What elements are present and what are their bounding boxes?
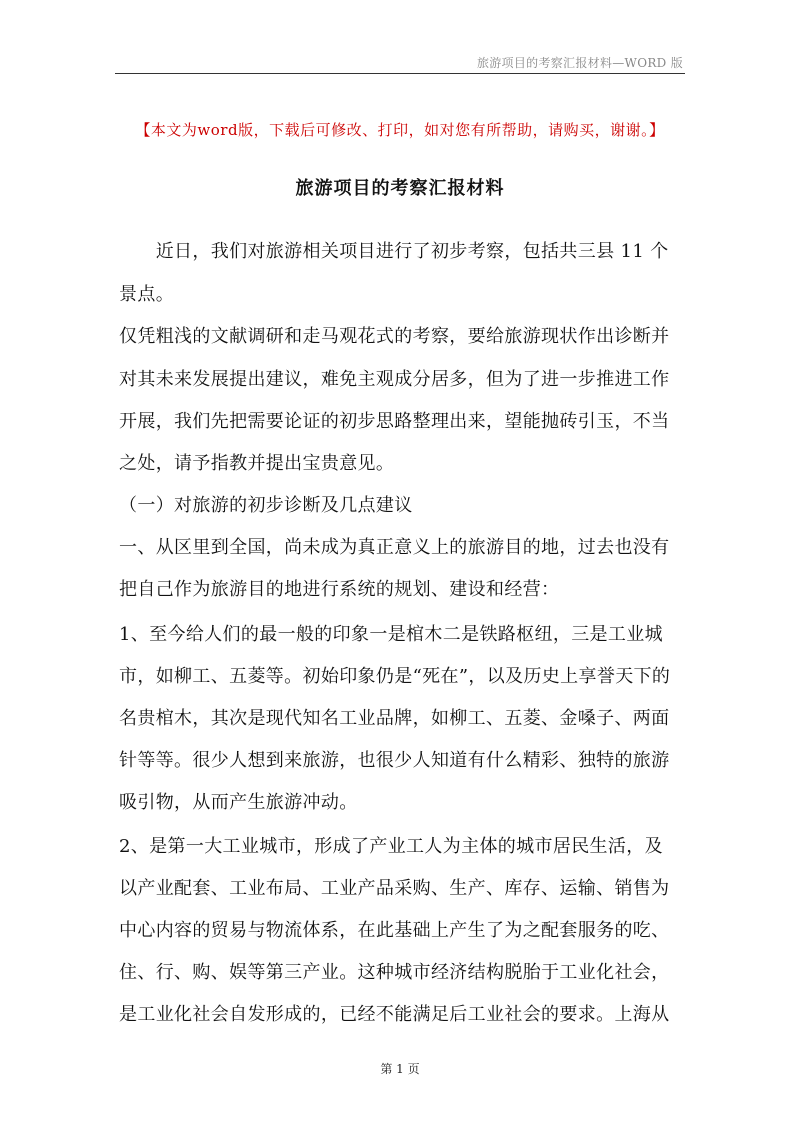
body-line: 之处，请予指教并提出宝贵意见。 — [119, 453, 395, 474]
body-line: 1、至今给人们的最一般的印象一是棺木二是铁路枢纽，三是工业城 — [119, 624, 663, 645]
body-line: 针等等。很少人想到来旅游，也很少人知道有什么精彩、独特的旅游 — [119, 750, 670, 771]
body-line: 一、从区里到全国，尚未成为真正意义上的旅游目的地，过去也没有 — [119, 537, 670, 558]
page-number: 第 1 页 — [380, 1062, 420, 1076]
body-line: 景点。 — [119, 284, 175, 305]
download-notice: 【本文为word版，下载后可修改、打印，如对您有所帮助，请购买，谢谢。】 — [135, 121, 665, 139]
body-line: 仅凭粗浅的文献调研和走马观花式的考察，要给旅游现状作出诊断并 — [119, 326, 670, 347]
document-title: 旅游项目的考察汇报材料 — [295, 178, 505, 199]
body-line: 开展，我们先把需要论证的初步思路整理出来，望能抛砖引玉，不当 — [119, 411, 670, 432]
body-line: 近日，我们对旅游相关项目进行了初步考察，包括共三县 11 个 — [119, 241, 669, 262]
section-heading: （一）对旅游的初步诊断及几点建议 — [119, 495, 413, 516]
body-line: 中心内容的贸易与物流体系，在此基础上产生了为之配套服务的吃、 — [119, 920, 670, 941]
body-line: 吸引物，从而产生旅游冲动。 — [119, 792, 358, 813]
body-line: 市，如柳工、五菱等。初始印象仍是“死在”，以及历史上享誉天下的 — [119, 666, 671, 687]
body-line: 名贵棺木，其次是现代知名工业品牌，如柳工、五菱、金嗓子、两面 — [119, 708, 670, 729]
body-line: 对其未来发展提出建议，难免主观成分居多，但为了进一步推进工作 — [119, 369, 670, 390]
body-line: 把自己作为旅游目的地进行系统的规划、建设和经营： — [119, 579, 560, 600]
body-line: 是工业化社会自发形成的，已经不能满足后工业社会的要求。上海从 — [119, 1004, 670, 1025]
header-title: 旅游项目的考察汇报材料—WORD 版 — [476, 56, 683, 70]
body-line: 2、是第一大工业城市，形成了产业工人为主体的城市居民生活，及 — [119, 836, 663, 857]
body-line: 以产业配套、工业布局、工业产品采购、生产、库存、运输、销售为 — [119, 878, 670, 899]
body-line: 住、行、购、娱等第三产业。这种城市经济结构脱胎于工业化社会， — [119, 962, 670, 983]
page-header — [115, 54, 685, 74]
